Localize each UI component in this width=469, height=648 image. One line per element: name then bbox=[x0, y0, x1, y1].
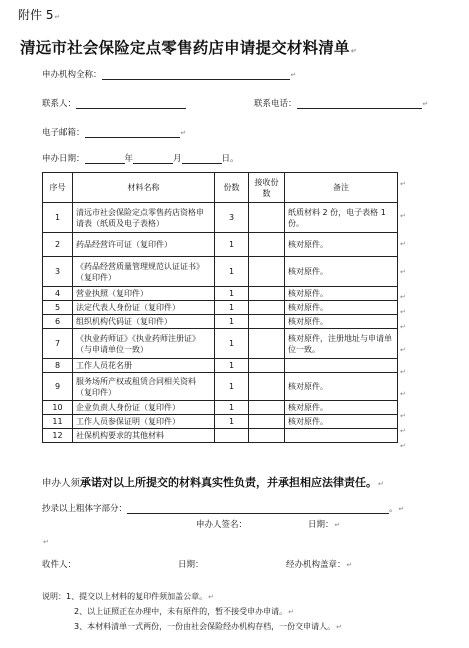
table-row bbox=[43, 257, 398, 287]
table-row bbox=[43, 233, 398, 257]
row-copies: 1 bbox=[215, 373, 249, 401]
row-end-mark: ↵ bbox=[400, 323, 406, 331]
phone-field: 联系电话： ↵ bbox=[254, 99, 429, 109]
agency-seal-label: 经办机构盖章： bbox=[286, 560, 346, 570]
contact-field bbox=[42, 97, 186, 109]
row-remark: 核对原件。 bbox=[285, 315, 398, 329]
row-no: 6 bbox=[43, 315, 73, 329]
row-copies: 3 bbox=[215, 203, 249, 233]
header-copies: 份数 bbox=[215, 173, 249, 203]
row-no: 7 bbox=[43, 329, 73, 359]
row-name: 组织机构代码证（复印件） bbox=[73, 315, 215, 329]
row-received bbox=[249, 415, 285, 429]
row-no: 12 bbox=[43, 429, 73, 443]
notes-item-3: 3、本材料清单一式两份，一份由社会保险经办机构存档，一份交申请人。↵ bbox=[74, 622, 342, 631]
receiver-field bbox=[42, 558, 76, 570]
email-label: 电子邮箱： bbox=[42, 128, 85, 138]
row-name: 服务场所产权或租赁合同相关资料（复印件） bbox=[73, 373, 215, 401]
row-remark: 核对原件。 bbox=[285, 257, 398, 287]
row-copies: 1 bbox=[215, 401, 249, 415]
row-remark bbox=[285, 359, 398, 373]
table-row bbox=[43, 373, 398, 401]
row-name: 药品经营许可证（复印件） bbox=[73, 233, 215, 257]
row-received bbox=[249, 257, 285, 287]
row-name: 工作人员参保证明（复印件） bbox=[73, 415, 215, 429]
row-received bbox=[249, 359, 285, 373]
table-row bbox=[43, 401, 398, 415]
row-remark: 核对原件。 bbox=[285, 287, 398, 301]
row-end-mark: ↵ bbox=[400, 412, 406, 420]
agency-seal-field: 经办机构盖章：↵ bbox=[286, 560, 353, 570]
signature-date: 日期：↵ bbox=[308, 520, 341, 530]
table-row bbox=[43, 359, 398, 373]
row-name: 《药品经营质量管理规范认证证书》（复印件） bbox=[73, 257, 215, 287]
table-row bbox=[43, 287, 398, 301]
date-field bbox=[42, 152, 239, 164]
row-copies: 1 bbox=[215, 329, 249, 359]
notes-item-1: 说明：1、提交以上材料的复印件须加盖公章。↵ bbox=[42, 592, 214, 601]
row-received bbox=[249, 429, 285, 443]
row-received bbox=[249, 233, 285, 257]
year-line bbox=[85, 153, 125, 164]
receiver-label: 收件人： bbox=[42, 560, 77, 570]
row-end-mark: ↵ bbox=[400, 442, 406, 450]
table-row bbox=[43, 415, 398, 429]
row-received bbox=[249, 315, 285, 329]
notes-label: 说明： bbox=[42, 592, 66, 601]
row-remark: 核对原件，注册地址与申请单位一致。 bbox=[285, 329, 398, 359]
row-copies: 1 bbox=[215, 315, 249, 329]
table-row bbox=[43, 203, 398, 233]
row-end-mark: ↵ bbox=[400, 268, 406, 276]
row-received bbox=[249, 287, 285, 301]
row-received bbox=[249, 203, 285, 233]
row-name: 社保机构要求的其他材料 bbox=[73, 429, 215, 443]
day-label: 日。 bbox=[221, 154, 239, 164]
notes-text-1: 1、提交以上材料的复印件须加盖公章。 bbox=[66, 592, 208, 601]
row-end-mark: ↵ bbox=[400, 368, 406, 376]
row-name: 营业执照（复印件） bbox=[73, 287, 215, 301]
row-name: 企业负责人身份证（复印件） bbox=[73, 401, 215, 415]
date-label: 申办日期： bbox=[42, 154, 85, 164]
row-name: 《执业药师证》《执业药师注册证》（与申请单位一致） bbox=[73, 329, 215, 359]
row-copies: 1 bbox=[215, 257, 249, 287]
copy-to-field: 抄录以上粗体字部分： 。↵ bbox=[42, 504, 405, 514]
row-name: 法定代表人身份证（复印件） bbox=[73, 301, 215, 315]
applicant-signature-label: 申办人签名： bbox=[196, 520, 248, 530]
row-remark: 核对原件。 bbox=[285, 301, 398, 315]
signature-date-label: 日期： bbox=[308, 520, 334, 530]
row-no: 4 bbox=[43, 287, 73, 301]
row-end-mark: ↵ bbox=[400, 308, 406, 316]
table-header-row bbox=[43, 173, 398, 203]
row-end-mark: ↵ bbox=[400, 180, 406, 188]
row-name: 工作人员花名册 bbox=[73, 359, 215, 373]
attachment-label: 附件 5↵ bbox=[18, 8, 61, 22]
row-copies: 1 bbox=[215, 301, 249, 315]
row-no: 11 bbox=[43, 415, 73, 429]
row-received bbox=[249, 301, 285, 315]
row-received bbox=[249, 373, 285, 401]
row-no: 2 bbox=[43, 233, 73, 257]
blank-line-mark: ↵ bbox=[43, 538, 49, 546]
pledge-lead: 申办人须 bbox=[42, 478, 81, 489]
month-line bbox=[133, 153, 173, 164]
row-end-mark: ↵ bbox=[400, 390, 406, 398]
row-end-mark: ↵ bbox=[400, 346, 406, 354]
page-title: 清远市社会保险定点零售药店申请提交材料清单↵ bbox=[20, 39, 357, 57]
header-no: 序号 bbox=[43, 173, 73, 203]
row-no: 3 bbox=[43, 257, 73, 287]
phone-line bbox=[297, 98, 422, 109]
year-label: 年 bbox=[124, 154, 134, 164]
row-copies: 1 bbox=[215, 415, 249, 429]
row-no: 9 bbox=[43, 373, 73, 401]
email-line bbox=[85, 127, 180, 138]
row-copies: 1 bbox=[215, 287, 249, 301]
row-remark: 核对原件。 bbox=[285, 415, 398, 429]
org-name-label: 申办机构全称： bbox=[42, 70, 102, 80]
row-received bbox=[249, 329, 285, 359]
receipt-date-label: 日期： bbox=[178, 560, 204, 570]
row-end-mark: ↵ bbox=[400, 240, 406, 248]
org-name-field: 申办机构全称： ↵ bbox=[42, 70, 297, 80]
row-no: 5 bbox=[43, 301, 73, 315]
row-remark: 核对原件。 bbox=[285, 401, 398, 415]
row-remark: 核对原件。 bbox=[285, 233, 398, 257]
month-label: 月 bbox=[173, 154, 182, 164]
row-end-mark: ↵ bbox=[400, 427, 406, 435]
notes-text-2: 2、以上证照正在办理中，未有原件的，暂不接受申办申请。 bbox=[74, 607, 288, 616]
row-received bbox=[249, 401, 285, 415]
contact-line bbox=[76, 98, 186, 109]
row-end-mark: ↵ bbox=[400, 293, 406, 301]
org-name-line bbox=[102, 69, 290, 80]
table-row bbox=[43, 429, 398, 443]
header-name: 材料名称 bbox=[73, 173, 215, 203]
table-row bbox=[43, 329, 398, 359]
table-row bbox=[43, 315, 398, 329]
row-end-mark: ↵ bbox=[400, 212, 406, 220]
phone-label: 联系电话： bbox=[254, 99, 297, 109]
row-no: 8 bbox=[43, 359, 73, 373]
row-copies: 1 bbox=[215, 233, 249, 257]
contact-label: 联系人： bbox=[42, 99, 77, 109]
table-row bbox=[43, 301, 398, 315]
row-no: 10 bbox=[43, 401, 73, 415]
row-remark: 核对原件。 bbox=[285, 373, 398, 401]
row-copies bbox=[215, 429, 249, 443]
day-line bbox=[182, 153, 222, 164]
row-copies: 1 bbox=[215, 359, 249, 373]
receipt-date-field bbox=[178, 558, 204, 570]
header-received: 接收份数 bbox=[249, 173, 285, 203]
pledge-bold-text: 承诺对以上所提交的材料真实性负责，并承担相应法律责任 bbox=[80, 476, 367, 489]
materials-table bbox=[42, 172, 398, 443]
header-remark: 备注 bbox=[285, 173, 398, 203]
row-no: 1 bbox=[43, 203, 73, 233]
notes-item-2: 2、以上证照正在办理中，未有原件的，暂不接受申办申请。↵ bbox=[74, 607, 294, 616]
notes-text-3: 3、本材料清单一式两份，一份由社会保险经办机构存档，一份交申请人。 bbox=[74, 622, 336, 631]
row-remark bbox=[285, 429, 398, 443]
copy-to-label: 抄录以上粗体字部分 bbox=[42, 504, 119, 514]
email-field: 电子邮箱： ↵ bbox=[42, 128, 187, 138]
row-name: 清远市社会保险定点零售药店资格申请表（纸质及电子表格） bbox=[73, 203, 215, 233]
row-remark: 纸质材料 2 份，电子表格 1 份。 bbox=[285, 203, 398, 233]
copy-to-line bbox=[127, 503, 389, 514]
pledge-statement: 申办人须承诺对以上所提交的材料真实性负责，并承担相应法律责任。↵ bbox=[42, 476, 384, 489]
applicant-signature bbox=[196, 518, 247, 530]
